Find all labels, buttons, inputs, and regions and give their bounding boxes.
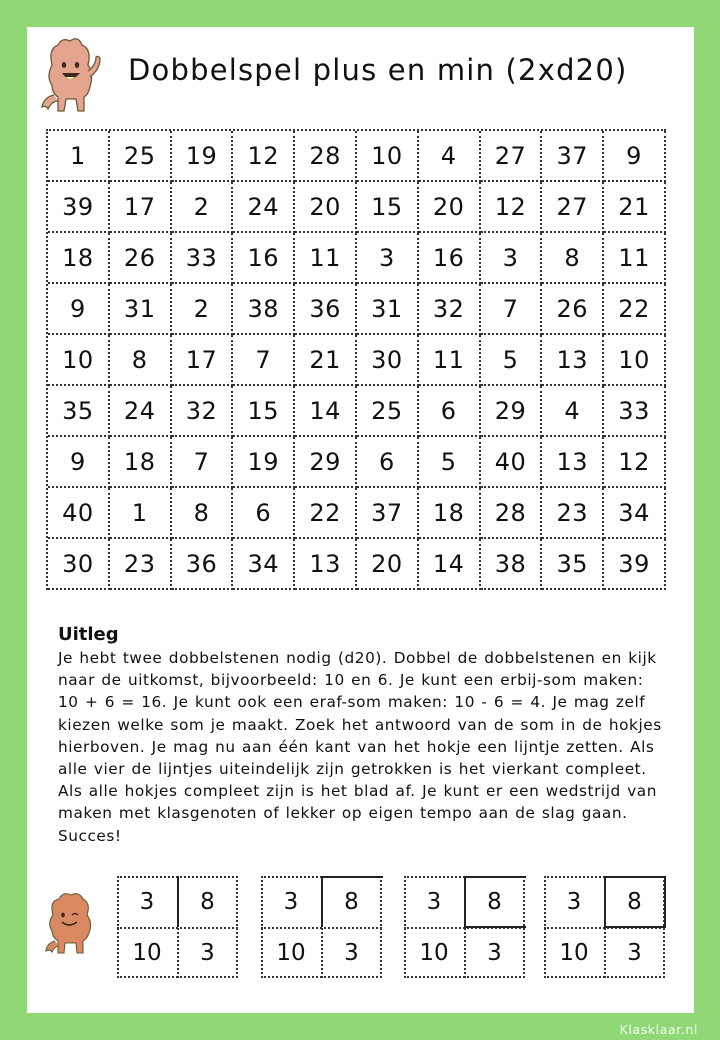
grid-cell[interactable]: 8: [542, 233, 604, 284]
grid-cell[interactable]: 5: [481, 335, 543, 386]
drawn-line-left: [604, 876, 606, 927]
grid-cell[interactable]: 32: [419, 284, 481, 335]
grid-cell[interactable]: 37: [542, 131, 604, 182]
grid-cell[interactable]: 25: [110, 131, 172, 182]
example-cell: 3: [200, 939, 215, 966]
grid-cell[interactable]: 30: [48, 539, 110, 590]
grid-cell[interactable]: 17: [110, 182, 172, 233]
example-cell: 3: [283, 888, 299, 915]
page-title: Dobbelspel plus en min (2xd20): [128, 53, 628, 87]
grid-cell[interactable]: 20: [295, 182, 357, 233]
grid-cell[interactable]: 18: [110, 437, 172, 488]
grid-cell[interactable]: 6: [233, 488, 295, 539]
example-divider-horizontal: [117, 927, 238, 929]
grid-cell[interactable]: 29: [481, 386, 543, 437]
grid-cell[interactable]: 13: [295, 539, 357, 590]
grid-cell[interactable]: 15: [357, 182, 419, 233]
instructions-text: Je hebt twee dobbelstenen nodig (d20). Dobbel de dobbelstenen en kijk naar de uitkomst, bijvoorbeeld: 10 en 6. Je kunt een erbij-som maken: 10 + 6 = 16. Je kunt ook een eraf-som maken: 10 - 6 = 4. Je mag zelf kiezen welke som je maakt. Zoek het antwoord van de som in de hokjes hierboven. Je mag nu aan één kant van het hokje een lijntje zetten. Als alle vier de lijntjes uiteindelijk zijn getrokken is het vierkant compleet. Als alle hokjes compleet zijn is het blad af. Je kunt er een wedstrijd van maken met klasgenoten of lekker op eigen tempo aan de slag gaan. Succes!: [58, 649, 662, 845]
grid-cell[interactable]: 13: [542, 335, 604, 386]
footer-brand: Klasklaar.nl: [619, 1022, 698, 1037]
grid-cell[interactable]: 20: [419, 182, 481, 233]
grid-cell[interactable]: 37: [357, 488, 419, 539]
grid-cell[interactable]: 10: [357, 131, 419, 182]
grid-cell[interactable]: 21: [295, 335, 357, 386]
grid-cell[interactable]: 9: [48, 437, 110, 488]
winking-monster-icon: [45, 891, 93, 959]
grid-cell[interactable]: 1: [48, 131, 110, 182]
example-divider-horizontal: [261, 927, 382, 929]
example-box: [117, 876, 238, 978]
grid-cell[interactable]: 23: [542, 488, 604, 539]
example-cell: 3: [566, 888, 582, 915]
grid-cell[interactable]: 38: [233, 284, 295, 335]
grid-cell[interactable]: 8: [172, 488, 234, 539]
example-cell: 8: [200, 888, 215, 915]
drawn-line-bottom: [604, 926, 666, 928]
grid-cell[interactable]: 20: [357, 539, 419, 590]
grid-cell[interactable]: 27: [542, 182, 604, 233]
grid-cell[interactable]: 11: [419, 335, 481, 386]
grid-cell[interactable]: 36: [295, 284, 357, 335]
example-cell: 3: [426, 888, 442, 915]
instructions-section: [58, 624, 668, 847]
grid-cell[interactable]: 28: [481, 488, 543, 539]
grid-cell[interactable]: 18: [419, 488, 481, 539]
example-box: [544, 876, 665, 978]
number-grid: [46, 129, 666, 590]
grid-cell[interactable]: 33: [172, 233, 234, 284]
grid-cell[interactable]: 29: [295, 437, 357, 488]
grid-cell[interactable]: 8: [110, 335, 172, 386]
worksheet-page: [27, 27, 694, 1013]
grid-cell[interactable]: 19: [233, 437, 295, 488]
grid-cell[interactable]: 34: [604, 488, 666, 539]
grid-cell[interactable]: 12: [233, 131, 295, 182]
grid-cell[interactable]: 35: [542, 539, 604, 590]
grid-cell[interactable]: 10: [604, 335, 666, 386]
example-box: [404, 876, 525, 978]
grid-cell[interactable]: 14: [419, 539, 481, 590]
grid-cell[interactable]: 40: [481, 437, 543, 488]
example-cell: 10: [276, 939, 306, 966]
grid-cell[interactable]: 2: [172, 182, 234, 233]
grid-cell[interactable]: 33: [604, 386, 666, 437]
grid-cell[interactable]: 36: [172, 539, 234, 590]
grid-cell[interactable]: 3: [481, 233, 543, 284]
grid-cell[interactable]: 18: [48, 233, 110, 284]
drawn-line-left: [177, 876, 179, 927]
grid-cell[interactable]: 9: [604, 131, 666, 182]
grid-cell[interactable]: 9: [48, 284, 110, 335]
grid-cell[interactable]: 12: [481, 182, 543, 233]
grid-cell[interactable]: 26: [110, 233, 172, 284]
drawn-line-left: [464, 876, 466, 927]
grid-cell[interactable]: 39: [604, 539, 666, 590]
grid-cell[interactable]: 10: [48, 335, 110, 386]
drawn-line-bottom: [464, 926, 526, 928]
grid-cell[interactable]: 2: [172, 284, 234, 335]
grid-cell[interactable]: 21: [604, 182, 666, 233]
example-cell: 8: [344, 888, 359, 915]
example-cell: 3: [139, 888, 155, 915]
grid-cell[interactable]: 5: [419, 437, 481, 488]
grid-cell[interactable]: 11: [295, 233, 357, 284]
example-cell: 3: [344, 939, 359, 966]
example-cell: 10: [132, 939, 162, 966]
example-cell: 8: [487, 888, 502, 915]
grid-cell[interactable]: 19: [172, 131, 234, 182]
grid-cell[interactable]: 15: [233, 386, 295, 437]
grid-cell[interactable]: 30: [357, 335, 419, 386]
example-cell: 8: [627, 888, 642, 915]
grid-cell[interactable]: 4: [542, 386, 604, 437]
drawn-line-left: [321, 876, 323, 927]
example-cell: 10: [559, 939, 589, 966]
grid-cell[interactable]: 22: [295, 488, 357, 539]
waving-monster-icon: [38, 35, 102, 117]
example-box: [261, 876, 382, 978]
grid-cell[interactable]: 14: [295, 386, 357, 437]
example-cell: 3: [487, 939, 502, 966]
grid-cell[interactable]: 22: [604, 284, 666, 335]
grid-cell[interactable]: 35: [48, 386, 110, 437]
instructions-heading: Uitleg: [58, 624, 119, 645]
grid-cell[interactable]: 6: [357, 437, 419, 488]
grid-cell[interactable]: 28: [295, 131, 357, 182]
grid-cell[interactable]: 3: [357, 233, 419, 284]
grid-cell[interactable]: 31: [110, 284, 172, 335]
grid-cell[interactable]: 4: [419, 131, 481, 182]
grid-cell[interactable]: 27: [481, 131, 543, 182]
grid-cell[interactable]: 11: [604, 233, 666, 284]
grid-cell[interactable]: 7: [172, 437, 234, 488]
grid-cell[interactable]: 16: [233, 233, 295, 284]
grid-cell[interactable]: 7: [481, 284, 543, 335]
grid-cell[interactable]: 26: [542, 284, 604, 335]
grid-cell[interactable]: 34: [233, 539, 295, 590]
example-cell: 3: [627, 939, 642, 966]
grid-cell[interactable]: 16: [419, 233, 481, 284]
grid-cell[interactable]: 38: [481, 539, 543, 590]
grid-cell[interactable]: 24: [110, 386, 172, 437]
drawn-line-top: [464, 876, 526, 878]
grid-cell[interactable]: 32: [172, 386, 234, 437]
grid-cell[interactable]: 17: [172, 335, 234, 386]
grid-cell[interactable]: 12: [604, 437, 666, 488]
grid-cell[interactable]: 13: [542, 437, 604, 488]
grid-cell[interactable]: 6: [419, 386, 481, 437]
grid-cell[interactable]: 39: [48, 182, 110, 233]
drawn-line-right: [664, 876, 666, 927]
grid-cell[interactable]: 7: [233, 335, 295, 386]
drawn-line-top: [321, 876, 383, 878]
grid-cell[interactable]: 1: [110, 488, 172, 539]
drawn-line-top: [604, 876, 666, 878]
grid-cell[interactable]: 31: [357, 284, 419, 335]
grid-cell[interactable]: 24: [233, 182, 295, 233]
grid-cell[interactable]: 40: [48, 488, 110, 539]
grid-cell[interactable]: 25: [357, 386, 419, 437]
grid-cell[interactable]: 23: [110, 539, 172, 590]
example-cell: 10: [419, 939, 449, 966]
